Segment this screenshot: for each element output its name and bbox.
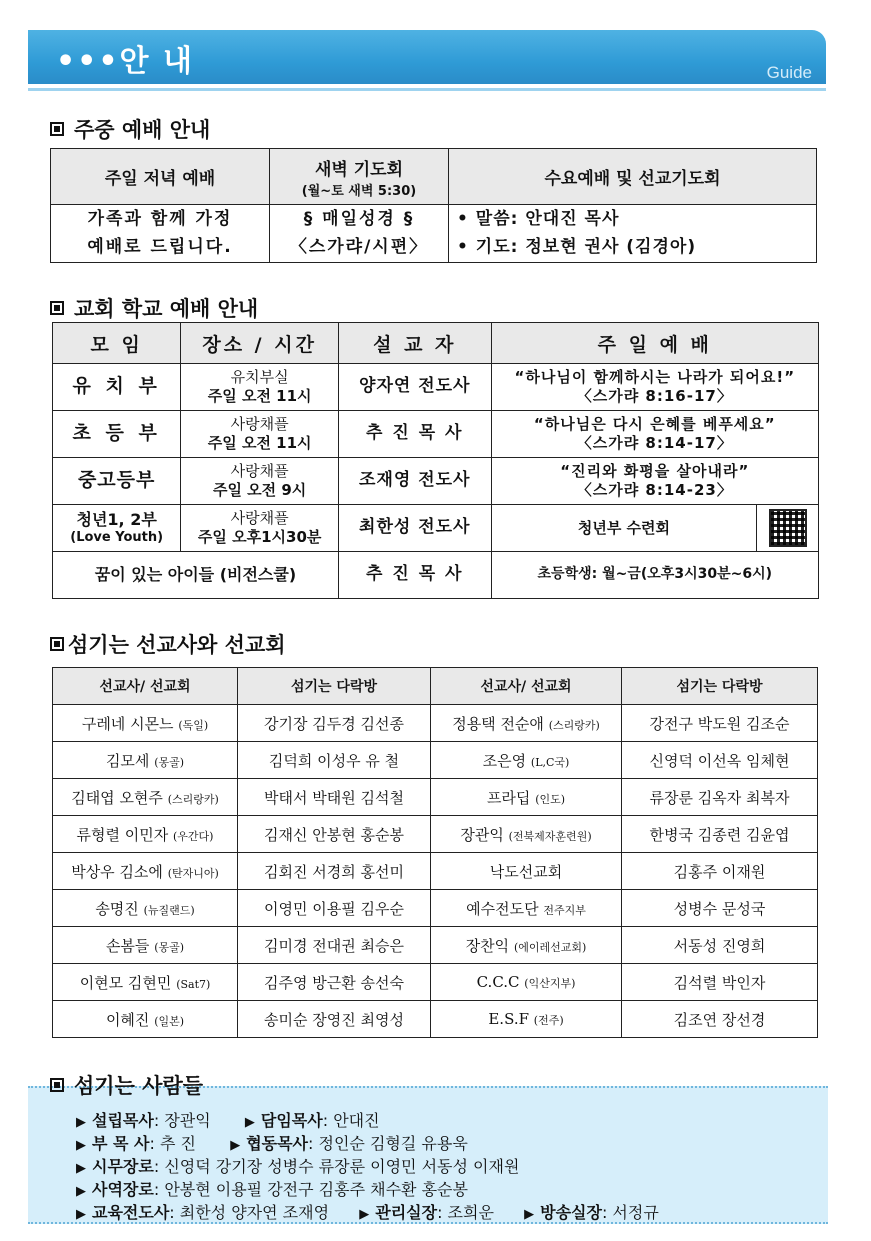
table-row: [53, 927, 818, 964]
role-label: 부 목 사: [92, 1134, 150, 1153]
square-bullet-icon: [50, 301, 64, 315]
col-head-dawn-prayer: [270, 149, 449, 205]
text-line: • 기도: 정보현 권사 (김경아): [457, 236, 697, 257]
preacher: 최한성 전도사: [338, 505, 491, 552]
missionary-region: (L,C국): [530, 755, 570, 769]
missionary-cell: [431, 890, 622, 927]
sermon: 초등학생: 월~금(오후3시30분~6시): [491, 552, 818, 599]
group-title: 청년1, 2부: [76, 509, 157, 529]
banner-underline: [28, 88, 826, 91]
cell-group-cell: [238, 705, 431, 742]
cell-group-names: 류장룬 김옥자 최복자: [649, 788, 790, 807]
cell-group-names: 성병수 문성국: [673, 899, 766, 918]
missionary-region: (에이레선교회): [513, 940, 587, 954]
sermon: 청년부 수련회: [491, 505, 757, 552]
missionary-cell: [53, 927, 238, 964]
missionary-name: 조은영: [482, 751, 527, 770]
missionary-cell: [53, 853, 238, 890]
table-row: [53, 364, 819, 411]
cell-group-names: 강전구 박도원 김조순: [649, 714, 790, 733]
missionary-name: 낙도선교회: [489, 862, 563, 881]
missionary-name: 이현모 김현민: [79, 973, 172, 992]
col-head-cell-group: 섬기는 다락방: [622, 668, 818, 705]
servants-line: ▶ 사역장로: 안봉현 이용필 강전구 김홍주 채수환 홍순봉: [76, 1180, 468, 1199]
missionary-name: 김태엽 오현주: [71, 788, 163, 807]
role-value: 신영덕 강기장 성병수 류장룬 이영민 서동성 이재원: [164, 1157, 520, 1176]
role-value: 장관익: [164, 1111, 211, 1130]
role-label: 시무장로: [92, 1157, 154, 1176]
dawn-prayer-desc: [270, 205, 449, 263]
col-head-sunday-worship: 주 일 예 배: [491, 323, 818, 364]
role-label: 교육전도사: [92, 1203, 170, 1222]
cell-group-names: 김석렬 박인자: [673, 973, 766, 992]
missionary-cell: [431, 964, 622, 1001]
cell-group-cell: [238, 742, 431, 779]
cell-group-cell: [238, 890, 431, 927]
missionary-region: (독일): [178, 718, 209, 732]
section-heading-servants: [50, 1070, 203, 1100]
text-line: 예배로 드립니다.: [87, 236, 233, 257]
cell-group-cell: [622, 816, 818, 853]
group-name: 꿈이 있는 아이들 (비전스쿨): [53, 552, 339, 599]
triangle-bullet-icon: ▶: [76, 1161, 86, 1176]
section-title: 주중 예배 안내: [74, 118, 211, 142]
col-head-wednesday: 수요예배 및 선교기도회: [449, 149, 817, 205]
role-value: 정인순 김형길 유용욱: [318, 1134, 468, 1153]
servants-line: ▶ 부 목 사: 추 진 ▶ 협동목사: 정인순 김형길 유용욱: [76, 1134, 468, 1153]
section-heading-missionaries: [50, 629, 285, 659]
wednesday-desc: [449, 205, 817, 263]
role-label: 관리실장: [375, 1203, 438, 1222]
col-head-group: 모 임: [53, 323, 181, 364]
place-time: [181, 411, 339, 458]
missionary-name: 류형렬 이민자: [76, 825, 169, 844]
cell-group-names: 강기장 김두경 김선종: [264, 714, 404, 733]
missionary-cell: [53, 705, 238, 742]
cell-group-cell: [622, 1001, 818, 1038]
sermon: [491, 364, 818, 411]
missionary-region: (인도): [535, 792, 566, 806]
missionary-cell: [53, 742, 238, 779]
text-line: 〈스가랴/시편〉: [289, 236, 429, 257]
cell-group-names: 김덕희 이성우 유 철: [268, 751, 400, 770]
missionary-region: (몽골): [154, 755, 185, 769]
col-head-place-time: 장소 / 시간: [181, 323, 339, 364]
table-row: [53, 458, 819, 505]
cell-group-names: 서동성 진영희: [673, 936, 766, 955]
section-title: 섬기는 사람들: [74, 1074, 204, 1098]
col-head-missionary: 선교사/ 선교회: [431, 668, 622, 705]
table-row: [53, 705, 818, 742]
missionary-cell: [53, 890, 238, 927]
missionary-name: 예수전도단: [466, 899, 539, 918]
cell-group-names: 송미순 장영진 최영성: [264, 1010, 404, 1029]
table-row: [53, 779, 818, 816]
servants-line: ▶ 설립목사: 장관익 ▶ 담임목사: 안대진: [76, 1111, 380, 1130]
cell-group-cell: [238, 1001, 431, 1038]
role-value: 추 진: [160, 1134, 196, 1153]
missionary-cell: [431, 853, 622, 890]
preacher: 추 진 목 사: [338, 552, 491, 599]
place-time: [181, 505, 339, 552]
triangle-bullet-icon: ▶: [244, 1115, 255, 1130]
missionary-name: 손봄들: [105, 936, 150, 955]
table-row: [53, 742, 818, 779]
missionary-region: 전주지부: [543, 903, 586, 917]
cell-group-names: 김미경 전대권 최승은: [264, 936, 404, 955]
col-head-preacher: 설 교 자: [338, 323, 491, 364]
missionary-cell: [431, 705, 622, 742]
group-name: [53, 505, 181, 552]
cell-group-names: 김주영 방근환 송선숙: [264, 973, 404, 992]
missionary-cell: [53, 964, 238, 1001]
cell-group-names: 이영민 이용필 김우순: [264, 899, 404, 918]
servants-line: ▶ 시무장로: 신영덕 강기장 성병수 류장룬 이영민 서동성 이재원: [76, 1157, 520, 1176]
role-value: 서정규: [612, 1203, 659, 1222]
missionary-region: (일본): [154, 1014, 185, 1028]
table-row: [53, 853, 818, 890]
missionary-name: 박상우 김소에: [71, 862, 163, 881]
cell-group-names: 김홍주 이재원: [673, 862, 766, 881]
cell-group-cell: [622, 742, 818, 779]
section-heading-school: [50, 293, 258, 323]
missionary-table: [52, 667, 818, 1038]
text-line: • 말씀: 안대진 목사: [457, 209, 620, 230]
missionary-name: 장찬익: [465, 936, 510, 955]
role-label: 담임목사: [260, 1111, 323, 1130]
sermon-verse: 〈스가랴 8:14-23〉: [576, 481, 733, 499]
triangle-bullet-icon: ▶: [359, 1207, 370, 1222]
missionary-name: C.C.C: [476, 973, 520, 991]
col-head-sunday-evening: 주일 저녁 예배: [51, 149, 270, 205]
role-label: 설립목사: [92, 1111, 154, 1130]
missionary-cell: [431, 927, 622, 964]
missionary-name: 김모세: [105, 751, 150, 770]
place: 유치부실: [230, 368, 289, 387]
square-bullet-icon: [50, 122, 64, 136]
section-heading-weekday: [50, 114, 210, 144]
dawn-prayer-title: 새벽 기도회: [314, 159, 404, 180]
dawn-prayer-time: (월~토 새벽 5:30): [301, 183, 417, 199]
cell-group-cell: [622, 890, 818, 927]
banner-subtitle: Guide: [766, 63, 812, 82]
preacher: 양자연 전도사: [338, 364, 491, 411]
preacher: 조재영 전도사: [338, 458, 491, 505]
cell-group-cell: [622, 853, 818, 890]
missionary-name: 프라딥: [486, 788, 531, 807]
weekday-worship-table: [50, 148, 817, 263]
missionary-region: (뉴질랜드): [143, 903, 195, 917]
cell-group-cell: [238, 853, 431, 890]
servants-panel: [28, 1086, 828, 1224]
missionary-region: (Sat7): [176, 977, 211, 991]
role-value: 최한성 양자연 조재영: [179, 1203, 330, 1222]
sermon-verse: 〈스가랴 8:16-17〉: [576, 387, 733, 405]
square-bullet-icon: [50, 1078, 64, 1092]
time: 주일 오전 11시: [207, 434, 312, 452]
role-label: 방송실장: [540, 1203, 602, 1222]
place: 사랑채플: [230, 509, 289, 528]
square-bullet-icon: [50, 637, 64, 651]
sermon-title: “하나님은 다시 은혜를 베푸세요”: [533, 415, 776, 434]
triangle-bullet-icon: ▶: [76, 1115, 86, 1130]
cell-group-names: 한병국 김종련 김윤엽: [649, 825, 790, 844]
missionary-cell: [53, 816, 238, 853]
place-time: [181, 458, 339, 505]
cell-group-names: 김재신 안봉현 홍순봉: [264, 825, 404, 844]
place: 사랑채플: [230, 462, 289, 481]
sunday-evening-desc: [51, 205, 270, 263]
sermon: [491, 458, 818, 505]
role-label: 협동목사: [246, 1134, 309, 1153]
preacher: 추 진 목 사: [338, 411, 491, 458]
triangle-bullet-icon: ▶: [76, 1184, 86, 1199]
missionary-region: (스리랑카): [167, 792, 219, 806]
missionary-region: (몽골): [154, 940, 185, 954]
sermon: [491, 411, 818, 458]
cell-group-cell: [622, 927, 818, 964]
guide-banner: [28, 30, 826, 92]
table-row: [53, 964, 818, 1001]
missionary-cell: [431, 1001, 622, 1038]
missionary-region: (탄자니아): [167, 866, 219, 880]
group-name: 중고등부: [53, 458, 181, 505]
role-value: 안대진: [333, 1111, 380, 1130]
church-school-table: [52, 322, 819, 599]
table-row: [53, 816, 818, 853]
group-name: 초 등 부: [53, 411, 181, 458]
cell-group-names: 신영덕 이선옥 임체현: [649, 751, 790, 770]
missionary-region: (전주): [533, 1014, 564, 1027]
cell-group-names: 김회진 서경희 홍선미: [264, 862, 404, 881]
missionary-name: 정용택 전순애: [452, 714, 544, 733]
section-title: 교회 학교 예배 안내: [74, 297, 259, 321]
triangle-bullet-icon: ▶: [230, 1138, 241, 1153]
banner-title: •••안 내: [56, 44, 194, 79]
triangle-bullet-icon: ▶: [76, 1207, 86, 1222]
cell-group-cell: [238, 816, 431, 853]
missionary-region: (전북제자훈련원): [508, 829, 592, 843]
missionary-name: 송명진: [95, 899, 139, 918]
group-name: 유 치 부: [53, 364, 181, 411]
cell-group-names: 박태서 박태원 김석철: [264, 788, 404, 807]
place: 사랑채플: [230, 415, 289, 434]
table-row: [53, 505, 819, 552]
sermon-title: “진리와 화평을 살아내라”: [560, 462, 750, 481]
triangle-bullet-icon: ▶: [76, 1138, 86, 1153]
text-line: 가족과 함께 가정: [87, 209, 233, 230]
servants-line: ▶ 교육전도사: 최한성 양자연 조재영 ▶ 관리실장: 조희운 ▶ 방송실장: 서정규: [76, 1203, 659, 1222]
time: 주일 오전 11시: [207, 387, 312, 405]
cell-group-cell: [238, 779, 431, 816]
missionary-name: E.S.F: [488, 1010, 529, 1028]
place-time: [181, 364, 339, 411]
sermon-verse: 〈스가랴 8:14-17〉: [576, 434, 733, 452]
table-row: [53, 411, 819, 458]
missionary-cell: [431, 816, 622, 853]
table-row: [53, 1001, 818, 1038]
qr-code-cell: [757, 505, 819, 552]
table-row: [53, 890, 818, 927]
missionary-cell: [53, 1001, 238, 1038]
section-title: 섬기는 선교사와 선교회: [68, 633, 286, 657]
time: 주일 오후1시30분: [197, 528, 322, 546]
missionary-region: (스리랑카): [548, 718, 600, 732]
role-value: 안봉현 이용필 강전구 김홍주 채수환 홍순봉: [164, 1180, 468, 1199]
missionary-region: (우간다): [173, 829, 214, 843]
cell-group-cell: [622, 705, 818, 742]
sermon-title: “하나님이 함께하시는 나라가 되어요!”: [514, 368, 796, 387]
cell-group-cell: [622, 964, 818, 1001]
qr-code-icon: [769, 509, 807, 547]
cell-group-cell: [238, 964, 431, 1001]
col-head-missionary: 선교사/ 선교회: [53, 668, 238, 705]
cell-group-names: 김조연 장선경: [673, 1010, 766, 1029]
cell-group-cell: [622, 779, 818, 816]
missionary-region: (익산지부): [524, 977, 576, 990]
triangle-bullet-icon: ▶: [524, 1207, 535, 1222]
role-label: 사역장로: [92, 1180, 154, 1199]
time: 주일 오전 9시: [212, 481, 307, 499]
role-value: 조희운: [447, 1203, 494, 1222]
col-head-cell-group: 섬기는 다락방: [238, 668, 431, 705]
missionary-rows: [53, 705, 818, 1038]
missionary-cell: [431, 779, 622, 816]
group-subtitle: (Love Youth): [70, 529, 164, 545]
missionary-name: 구레네 시몬느: [81, 714, 174, 733]
missionary-cell: [431, 742, 622, 779]
table-row: [53, 552, 819, 599]
text-line: § 매일성경 §: [303, 209, 415, 230]
missionary-name: 장관익: [460, 825, 504, 844]
missionary-cell: [53, 779, 238, 816]
cell-group-cell: [238, 927, 431, 964]
missionary-name: 이혜진: [105, 1010, 150, 1029]
